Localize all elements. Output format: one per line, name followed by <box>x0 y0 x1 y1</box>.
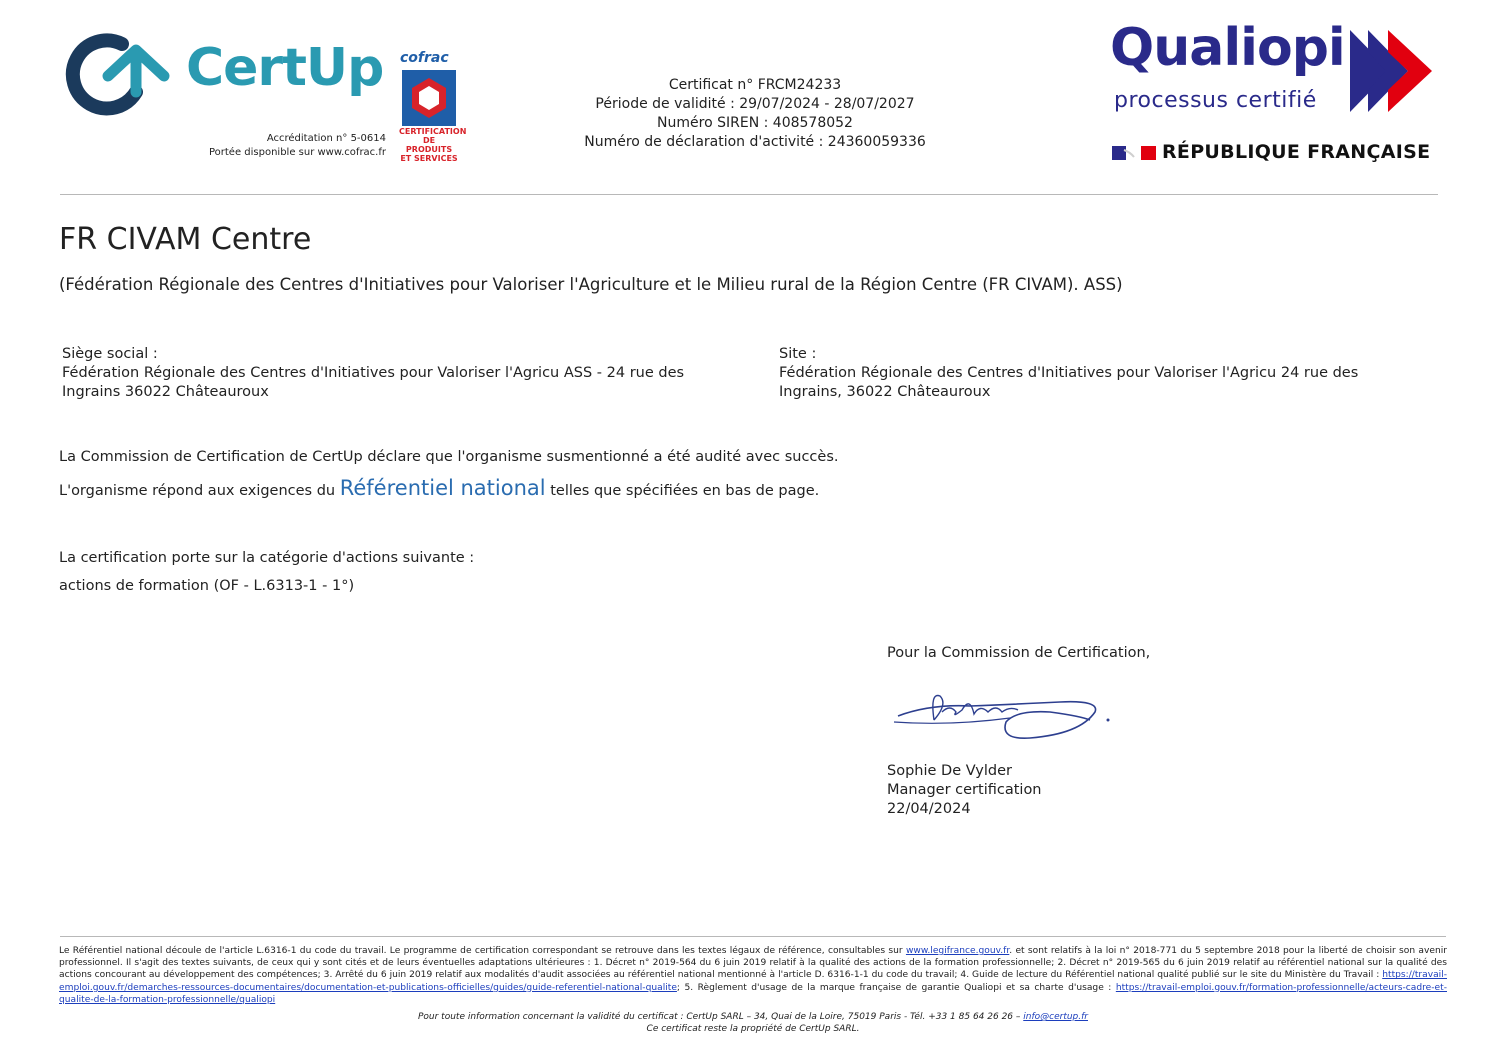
validity-period: Période de validité : 29/07/2024 - 28/07/2027 <box>595 96 915 112</box>
legal-notice <box>59 945 1447 1006</box>
accreditation-info <box>150 132 386 160</box>
referentiel-national-link[interactable]: Référentiel national <box>339 476 546 500</box>
footer-divider <box>60 936 1446 937</box>
accreditation-scope: Portée disponible sur www.cofrac.fr <box>208 147 386 158</box>
signature-date: 22/04/2024 <box>887 801 971 817</box>
requirements-prefix: L'organisme répond aux exigences du <box>59 483 340 499</box>
signature-intro: Pour la Commission de Certification, <box>887 645 1151 661</box>
header-divider <box>60 194 1438 195</box>
declaration-number: Numéro de déclaration d'activité : 24360059336 <box>584 134 926 150</box>
certificate-number: Certificat n° FRCM24233 <box>668 77 842 93</box>
site-address <box>779 345 1409 402</box>
cofrac-caption-line: ET SERVICES <box>400 154 458 163</box>
qualiopi-subtitle: processus certifié <box>1114 88 1317 113</box>
requirements-statement <box>59 476 819 500</box>
head-office-value: Fédération Régionale des Centres d'Initiatives pour Valoriser l'Agricu ASS - 24 rue des Ingrains 36022 Châteauroux <box>62 365 685 400</box>
organisation-name: FR CIVAM Centre <box>59 222 312 257</box>
cofrac-caption <box>399 127 467 163</box>
siren-number: Numéro SIREN : 408578052 <box>657 115 853 131</box>
signatory-name: Sophie De Vylder <box>887 763 1012 779</box>
signatory-role: Manager certification <box>887 782 1042 798</box>
marianne-flag-icon <box>1112 146 1156 160</box>
category-intro: La certification porte sur la catégorie d'actions suivante : <box>59 550 475 566</box>
accreditation-number: Accréditation n° 5-0614 <box>266 133 386 144</box>
category-value: actions de formation (OF - L.6313-1 - 1°) <box>59 578 355 594</box>
certup-logo-text: CertUp <box>186 38 384 98</box>
footer <box>59 1011 1447 1035</box>
guide-referentiel-link[interactable]: https://travail-emploi.gouv.fr/demarches-ressources-documentaires/documentation-et-publications-officielles/guides/guide-referentiel-national-qualite <box>59 970 1447 993</box>
signatory <box>887 762 1042 819</box>
qualiopi-logo-text: Qualiopi <box>1110 18 1345 78</box>
requirements-suffix: telles que spécifiées en bas de page. <box>545 483 820 499</box>
legal-text: Le Référentiel national découle de l'article L.6316-1 du code du travail. Le programme de certification correspondant se retrouve dans les textes légaux de référence, consultables sur <box>59 946 906 956</box>
organisation-full-name: (Fédération Régionale des Centres d'Initiatives pour Valoriser l'Agriculture et le Milieu rural de la Région Centre (FR CIVAM). ASS) <box>59 275 1123 294</box>
footer-contact-text: Pour toute information concernant la validité du certificat : CertUp SARL – 34, Quai de la Loire, 75019 Paris - Tél. +33 1 85 64 26 26 – <box>417 1012 1024 1022</box>
cofrac-caption-line: CERTIFICATION <box>399 127 467 136</box>
cofrac-caption-line: DE PRODUITS <box>405 136 453 154</box>
site-value: Fédération Régionale des Centres d'Initiatives pour Valoriser l'Agricu 24 rue des Ingrains, 36022 Châteauroux <box>779 365 1359 400</box>
cofrac-logo-text: cofrac <box>400 50 449 66</box>
site-label: Site : <box>779 346 817 362</box>
certificate-info <box>540 76 970 152</box>
audit-declaration: La Commission de Certification de CertUp déclare que l'organisme susmentionné a été audité avec succès. <box>59 449 839 465</box>
qualiopi-arrows-icon <box>1350 30 1434 112</box>
head-office-label: Siège social : <box>62 346 158 362</box>
handwritten-signature <box>890 682 1120 744</box>
head-office-address <box>62 345 722 402</box>
footer-contact <box>59 1011 1447 1023</box>
legal-text: ; 5. Règlement d'usage de la marque française de garantie Qualiopi et sa charte d'usage : <box>676 982 1116 993</box>
qualiopi-charter-link[interactable]: https://travail-emploi.gouv.fr/formation-professionnelle/acteurs-cadre-et-qualite-de-la-formation-professionnelle/qualiopi <box>59 982 1447 1005</box>
republique-francaise-label: RÉPUBLIQUE FRANÇAISE <box>1162 141 1431 163</box>
legifrance-link[interactable]: www.legifrance.gouv.fr <box>905 946 1010 956</box>
email-link[interactable]: info@certup.fr <box>1023 1012 1088 1022</box>
legal-text: . et sont relatifs à la loi n° 2018-771 du 5 septembre 2018 pour la liberté de choisir son avenir professionnel. Il s'agit des textes suivants, de ceux qui y sont cités et de leurs éventuelles adaptations ultérieures : 1. Décret n° 2019-564 du 6 juin 2019 relatif à la qualité des actions de la formation professionnelle; 2. Décret n° 2019-565 du 6 juin 2019 relatif au référentiel national sur la qualité des actions concourant au développement des compétences; 3. Arrêté du 6 juin 2019 relatif aux modalités d'audit associées au référentiel national mentionné à l'article D. 6316-1-1 du code du travail; 4. Guide de lecture du Référentiel national qualité publié sur le site du Ministère du Travail : <box>59 946 1447 981</box>
footer-ownership: Ce certificat reste la propriété de CertUp SARL. <box>646 1024 860 1034</box>
